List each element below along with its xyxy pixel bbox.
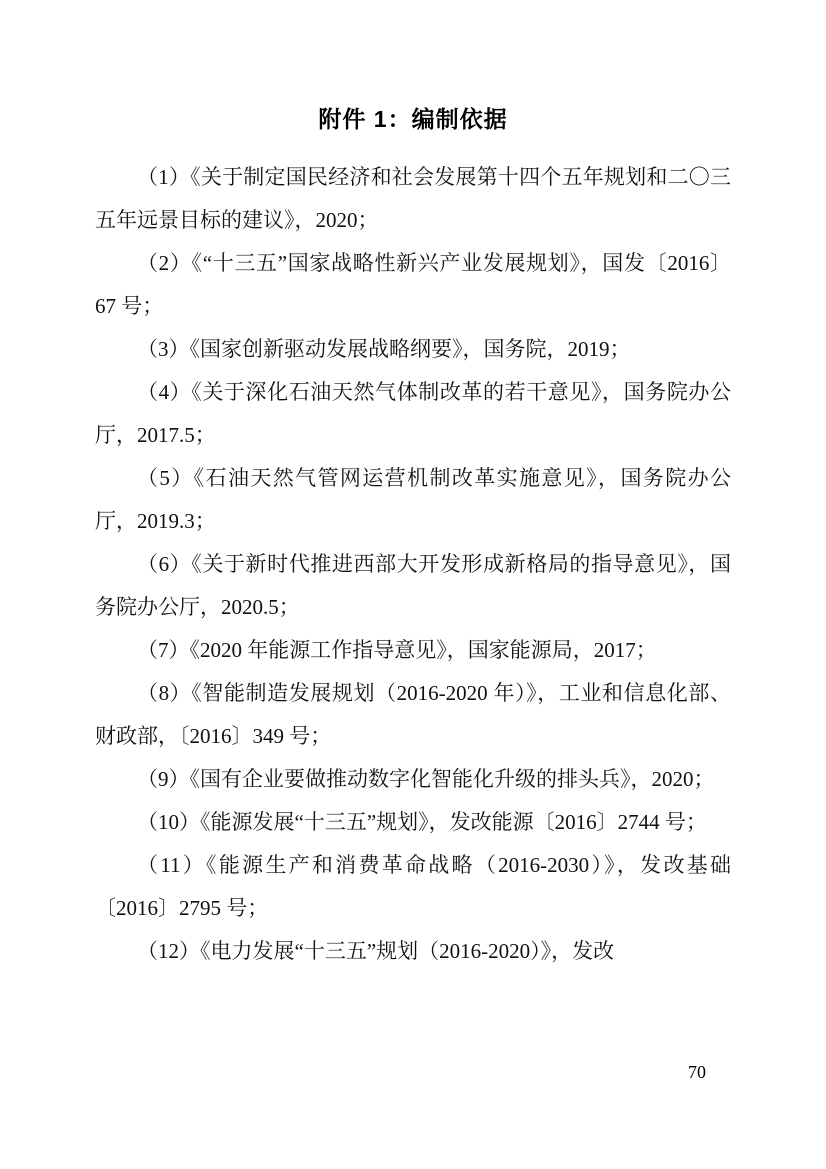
reference-list (95, 156, 731, 973)
reference-item-10: （10）《能源发展“十三五”规划》，发改能源〔2016〕2744 号； (137, 810, 707, 834)
reference-item-4: （4）《关于深化石油天然气体制改革的若干意见》，国务院办公厅，2017.5； (95, 380, 731, 447)
reference-item-9: （9）《国有企业要做推动数字化智能化升级的排头兵》，2020； (137, 767, 715, 791)
reference-item-6: （6）《关于新时代推进西部大开发形成新格局的指导意见》，国务院办公厅，2020.5； (95, 552, 731, 619)
reference-item-3: （3）《国家创新驱动发展战略纲要》，国务院，2019； (137, 337, 631, 361)
reference-item-2: （2）《“十三五”国家战略性新兴产业发展规划》，国发〔2016〕67 号； (95, 251, 731, 318)
reference-item-5: （5）《石油天然气管网运营机制改革实施意见》，国务院办公厅，2019.3； (95, 466, 731, 533)
reference-item-7: （7）《2020 年能源工作指导意见》，国家能源局，2017； (137, 638, 657, 662)
page-number: 70 (688, 1062, 706, 1082)
page-title: 附件 1：编制依据 (318, 106, 508, 132)
reference-item-1: （1）《关于制定国民经济和社会发展第十四个五年规划和二〇三五年远景目标的建议》，2020； (95, 165, 731, 232)
reference-item-12: （12）《电力发展“十三五”规划（2016-2020）》，发改 (137, 939, 615, 963)
reference-item-8: （8）《智能制造发展规划（2016-2020 年）》，工业和信息化部、财政部，〔2016〕349 号； (95, 681, 731, 748)
reference-item-11: （11）《能源生产和消费革命战略（2016-2030）》，发改基础〔2016〕2795 号； (95, 853, 731, 920)
